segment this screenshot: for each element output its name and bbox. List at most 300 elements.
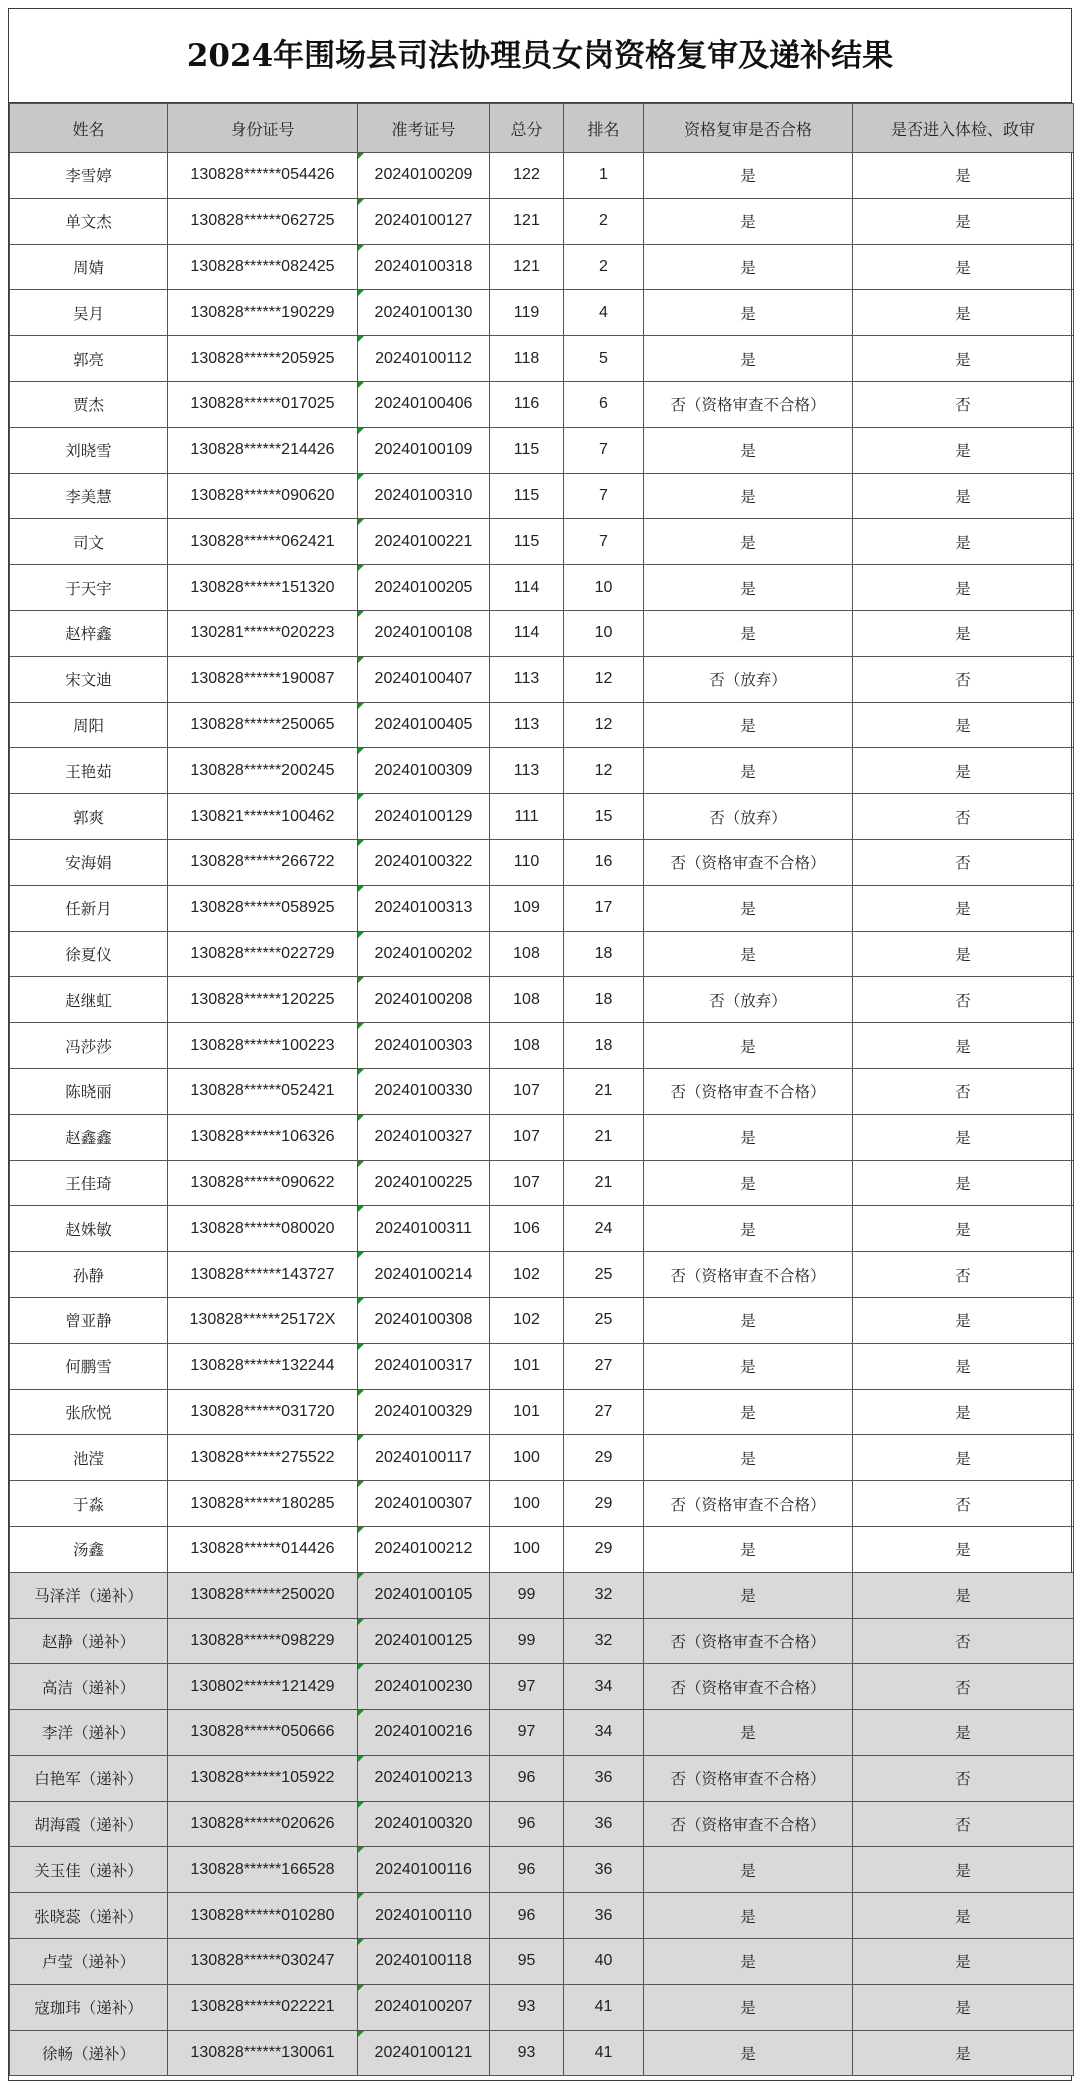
cell-advance-result: 是 (853, 610, 1074, 656)
cell-name: 赵静（递补） (10, 1618, 168, 1664)
table-row (10, 610, 1074, 656)
cell-review-result: 是 (644, 931, 853, 977)
cell-name: 陈晓丽 (10, 1068, 168, 1114)
cell-name: 司文 (10, 519, 168, 565)
cell-ticket-text: 20240100214 (374, 1265, 473, 1283)
cell-rank: 18 (564, 977, 644, 1023)
cell-advance-result: 是 (853, 1297, 1074, 1343)
cell-ticket-text: 20240100209 (374, 166, 473, 184)
results-sheet (8, 8, 1072, 2081)
cell-rank: 36 (564, 1755, 644, 1801)
column-header-review: 资格复审是否合格 (644, 104, 853, 153)
cell-name: 宋文迪 (10, 656, 168, 702)
table-row (10, 198, 1074, 244)
cell-ticket-text: 20240100108 (374, 624, 473, 642)
cell-rank: 25 (564, 1252, 644, 1298)
column-header-rank: 排名 (564, 104, 644, 153)
cell-score: 118 (490, 336, 564, 382)
cell-ticket-number (358, 244, 490, 290)
cell-ticket-number (358, 1481, 490, 1527)
cell-rank: 12 (564, 748, 644, 794)
cell-advance-result: 是 (853, 1160, 1074, 1206)
cell-advance-result: 是 (853, 748, 1074, 794)
cell-ticket-text: 20240100213 (374, 1769, 473, 1787)
cell-id-number: 130828******090622 (168, 1160, 358, 1206)
cell-score: 93 (490, 2030, 564, 2076)
cell-rank: 2 (564, 198, 644, 244)
cell-review-result: 否（资格审查不合格） (644, 1664, 853, 1710)
cell-rank: 29 (564, 1526, 644, 1572)
cell-score: 113 (490, 656, 564, 702)
cell-review-result: 是 (644, 610, 853, 656)
cell-ticket-text: 20240100230 (374, 1677, 473, 1695)
table-row (10, 1206, 1074, 1252)
cell-rank: 25 (564, 1297, 644, 1343)
column-header-name: 姓名 (10, 104, 168, 153)
cell-ticket-text: 20240100205 (374, 578, 473, 596)
table-row (10, 1526, 1074, 1572)
table-row (10, 1847, 1074, 1893)
table-row (10, 473, 1074, 519)
cell-flag-marker (358, 1893, 364, 1899)
cell-flag-marker (358, 1206, 364, 1212)
cell-ticket-text: 20240100208 (374, 990, 473, 1008)
cell-review-result: 是 (644, 1343, 853, 1389)
cell-rank: 7 (564, 427, 644, 473)
cell-ticket-number (358, 1160, 490, 1206)
cell-rank: 10 (564, 565, 644, 611)
cell-flag-marker (358, 1939, 364, 1945)
cell-ticket-number (358, 1206, 490, 1252)
cell-score: 102 (490, 1252, 564, 1298)
cell-ticket-number (358, 565, 490, 611)
cell-score: 95 (490, 1939, 564, 1985)
table-row (10, 1297, 1074, 1343)
cell-ticket-number (358, 977, 490, 1023)
cell-ticket-number (358, 519, 490, 565)
table-row (10, 656, 1074, 702)
cell-id-number: 130828******120225 (168, 977, 358, 1023)
cell-review-result: 是 (644, 473, 853, 519)
cell-advance-result: 是 (853, 1435, 1074, 1481)
cell-score: 107 (490, 1114, 564, 1160)
cell-ticket-text: 20240100110 (375, 1906, 472, 1924)
cell-review-result: 是 (644, 702, 853, 748)
cell-id-number: 130828******020626 (168, 1801, 358, 1847)
cell-ticket-number (358, 839, 490, 885)
cell-ticket-number (358, 1755, 490, 1801)
cell-ticket-text: 20240100322 (374, 853, 473, 871)
cell-rank: 15 (564, 794, 644, 840)
cell-rank: 36 (564, 1847, 644, 1893)
table-row (10, 153, 1074, 199)
cell-advance-result: 是 (853, 1206, 1074, 1252)
cell-rank: 21 (564, 1160, 644, 1206)
cell-rank: 32 (564, 1572, 644, 1618)
cell-ticket-number (358, 1023, 490, 1069)
cell-ticket-text: 20240100121 (374, 2044, 473, 2062)
cell-review-result: 否（资格审查不合格） (644, 381, 853, 427)
cell-rank: 2 (564, 244, 644, 290)
cell-ticket-number (358, 656, 490, 702)
cell-flag-marker (358, 199, 364, 205)
cell-score: 100 (490, 1526, 564, 1572)
cell-ticket-text: 20240100311 (375, 1219, 472, 1237)
cell-flag-marker (358, 245, 364, 251)
cell-id-number: 130281******020223 (168, 610, 358, 656)
cell-id-number: 130828******151320 (168, 565, 358, 611)
cell-rank: 21 (564, 1068, 644, 1114)
table-row (10, 1252, 1074, 1298)
table-row (10, 1389, 1074, 1435)
table-row (10, 290, 1074, 336)
cell-review-result: 是 (644, 336, 853, 382)
results-table (9, 103, 1074, 2076)
cell-ticket-text: 20240100317 (374, 1357, 473, 1375)
table-row (10, 1939, 1074, 1985)
cell-id-number: 130828******022729 (168, 931, 358, 977)
cell-score: 96 (490, 1801, 564, 1847)
cell-id-number: 130828******017025 (168, 381, 358, 427)
column-header-score: 总分 (490, 104, 564, 153)
cell-name: 高洁（递补） (10, 1664, 168, 1710)
cell-review-result: 是 (644, 1114, 853, 1160)
cell-id-number: 130828******205925 (168, 336, 358, 382)
cell-name: 张欣悦 (10, 1389, 168, 1435)
cell-name: 孙静 (10, 1252, 168, 1298)
cell-name: 周阳 (10, 702, 168, 748)
cell-ticket-text: 20240100313 (374, 899, 473, 917)
cell-ticket-number (358, 1068, 490, 1114)
cell-flag-marker (358, 748, 364, 754)
cell-review-result: 否（资格审查不合格） (644, 1068, 853, 1114)
cell-advance-result: 是 (853, 1114, 1074, 1160)
cell-flag-marker (358, 1023, 364, 1029)
cell-rank: 5 (564, 336, 644, 382)
cell-ticket-number (358, 702, 490, 748)
cell-id-number: 130828******100223 (168, 1023, 358, 1069)
table-row (10, 427, 1074, 473)
cell-ticket-number (358, 610, 490, 656)
cell-ticket-text: 20240100109 (374, 441, 473, 459)
cell-ticket-text: 20240100405 (374, 715, 473, 733)
cell-ticket-text: 20240100327 (374, 1128, 473, 1146)
cell-score: 115 (490, 473, 564, 519)
cell-ticket-text: 20240100105 (374, 1586, 473, 1604)
cell-review-result: 是 (644, 427, 853, 473)
cell-flag-marker (358, 1756, 364, 1762)
cell-ticket-text: 20240100318 (374, 257, 473, 275)
cell-review-result: 是 (644, 198, 853, 244)
cell-rank: 1 (564, 153, 644, 199)
table-row (10, 1893, 1074, 1939)
cell-id-number: 130828******275522 (168, 1435, 358, 1481)
table-row (10, 1710, 1074, 1756)
cell-ticket-number (358, 2030, 490, 2076)
table-row (10, 519, 1074, 565)
cell-score: 108 (490, 977, 564, 1023)
column-header-ticket: 准考证号 (358, 104, 490, 153)
cell-score: 122 (490, 153, 564, 199)
cell-id-number: 130828******050666 (168, 1710, 358, 1756)
cell-ticket-text: 20240100117 (375, 1448, 472, 1466)
cell-ticket-text: 20240100407 (374, 670, 473, 688)
cell-name: 安海娟 (10, 839, 168, 885)
cell-review-result: 是 (644, 885, 853, 931)
cell-flag-marker (358, 794, 364, 800)
cell-rank: 24 (564, 1206, 644, 1252)
cell-ticket-number (358, 931, 490, 977)
cell-flag-marker (358, 428, 364, 434)
cell-ticket-number (358, 1526, 490, 1572)
cell-id-number: 130828******058925 (168, 885, 358, 931)
cell-review-result: 是 (644, 1160, 853, 1206)
cell-id-number: 130828******105922 (168, 1755, 358, 1801)
cell-advance-result: 是 (853, 1343, 1074, 1389)
cell-review-result: 是 (644, 565, 853, 611)
cell-advance-result: 否 (853, 1481, 1074, 1527)
cell-flag-marker (358, 977, 364, 983)
cell-flag-marker (358, 1298, 364, 1304)
cell-score: 121 (490, 198, 564, 244)
cell-advance-result: 是 (853, 336, 1074, 382)
cell-advance-result: 是 (853, 153, 1074, 199)
cell-review-result: 是 (644, 1847, 853, 1893)
cell-name: 王佳琦 (10, 1160, 168, 1206)
cell-ticket-number (358, 1710, 490, 1756)
cell-ticket-number (358, 427, 490, 473)
cell-advance-result: 是 (853, 1939, 1074, 1985)
cell-advance-result: 否 (853, 1755, 1074, 1801)
cell-name: 何鹏雪 (10, 1343, 168, 1389)
cell-score: 121 (490, 244, 564, 290)
cell-id-number: 130828******250020 (168, 1572, 358, 1618)
cell-review-result: 否（放弃） (644, 977, 853, 1023)
cell-id-number: 130828******143727 (168, 1252, 358, 1298)
table-row (10, 1160, 1074, 1206)
cell-ticket-text: 20240100330 (374, 1082, 473, 1100)
cell-rank: 18 (564, 1023, 644, 1069)
cell-name: 张晓蕊（递补） (10, 1893, 168, 1939)
cell-flag-marker (358, 703, 364, 709)
cell-rank: 6 (564, 381, 644, 427)
cell-ticket-number (358, 1252, 490, 1298)
cell-ticket-text: 20240100130 (374, 303, 473, 321)
cell-review-result: 否（资格审查不合格） (644, 1481, 853, 1527)
cell-advance-result: 是 (853, 702, 1074, 748)
cell-name: 徐畅（递补） (10, 2030, 168, 2076)
cell-ticket-number (358, 1893, 490, 1939)
cell-name: 李美慧 (10, 473, 168, 519)
cell-score: 108 (490, 1023, 564, 1069)
cell-name: 于天宇 (10, 565, 168, 611)
cell-ticket-number (358, 153, 490, 199)
cell-review-result: 否（放弃） (644, 656, 853, 702)
cell-review-result: 否（资格审查不合格） (644, 1618, 853, 1664)
cell-id-number: 130828******180285 (168, 1481, 358, 1527)
cell-rank: 21 (564, 1114, 644, 1160)
cell-advance-result: 是 (853, 1847, 1074, 1893)
cell-score: 99 (490, 1572, 564, 1618)
cell-rank: 12 (564, 656, 644, 702)
cell-score: 114 (490, 565, 564, 611)
cell-ticket-text: 20240100207 (374, 1998, 473, 2016)
cell-score: 101 (490, 1389, 564, 1435)
cell-flag-marker (358, 565, 364, 571)
cell-name: 任新月 (10, 885, 168, 931)
cell-rank: 27 (564, 1389, 644, 1435)
cell-score: 115 (490, 427, 564, 473)
cell-id-number: 130828******190229 (168, 290, 358, 336)
cell-id-number: 130828******054426 (168, 153, 358, 199)
cell-ticket-text: 20240100118 (375, 1952, 472, 1970)
cell-id-number: 130828******132244 (168, 1343, 358, 1389)
table-row (10, 1435, 1074, 1481)
cell-flag-marker (358, 474, 364, 480)
column-header-id: 身份证号 (168, 104, 358, 153)
cell-advance-result: 否 (853, 839, 1074, 885)
cell-ticket-text: 20240100303 (374, 1036, 473, 1054)
cell-advance-result: 是 (853, 931, 1074, 977)
cell-rank: 41 (564, 1984, 644, 2030)
table-row (10, 1618, 1074, 1664)
cell-review-result: 是 (644, 519, 853, 565)
cell-name: 贾杰 (10, 381, 168, 427)
cell-advance-result: 否 (853, 977, 1074, 1023)
cell-ticket-number (358, 885, 490, 931)
cell-rank: 41 (564, 2030, 644, 2076)
cell-ticket-number (358, 1297, 490, 1343)
table-row (10, 977, 1074, 1023)
cell-ticket-number (358, 1435, 490, 1481)
cell-id-number: 130828******250065 (168, 702, 358, 748)
cell-ticket-number (358, 1114, 490, 1160)
cell-ticket-number (358, 381, 490, 427)
cell-name: 赵鑫鑫 (10, 1114, 168, 1160)
cell-score: 101 (490, 1343, 564, 1389)
cell-review-result: 是 (644, 153, 853, 199)
cell-ticket-text: 20240100310 (374, 486, 473, 504)
cell-flag-marker (358, 886, 364, 892)
cell-score: 100 (490, 1435, 564, 1481)
cell-ticket-number (358, 1572, 490, 1618)
cell-review-result: 是 (644, 244, 853, 290)
cell-flag-marker (358, 1344, 364, 1350)
table-row (10, 1801, 1074, 1847)
cell-rank: 16 (564, 839, 644, 885)
cell-score: 102 (490, 1297, 564, 1343)
cell-ticket-number (358, 794, 490, 840)
cell-score: 107 (490, 1160, 564, 1206)
cell-flag-marker (358, 1664, 364, 1670)
cell-advance-result: 是 (853, 244, 1074, 290)
cell-id-number: 130828******25172X (168, 1297, 358, 1343)
cell-name: 胡海霞（递补） (10, 1801, 168, 1847)
cell-id-number: 130828******166528 (168, 1847, 358, 1893)
cell-flag-marker (358, 2031, 364, 2037)
cell-ticket-text: 20240100320 (374, 1815, 473, 1833)
cell-flag-marker (358, 1481, 364, 1487)
cell-review-result: 是 (644, 748, 853, 794)
cell-flag-marker (358, 932, 364, 938)
cell-rank: 36 (564, 1801, 644, 1847)
cell-id-number: 130828******062421 (168, 519, 358, 565)
cell-score: 106 (490, 1206, 564, 1252)
cell-rank: 34 (564, 1664, 644, 1710)
cell-name: 池滢 (10, 1435, 168, 1481)
cell-ticket-number (358, 198, 490, 244)
table-row (10, 885, 1074, 931)
table-row (10, 748, 1074, 794)
cell-id-number: 130828******030247 (168, 1939, 358, 1985)
cell-review-result: 否（资格审查不合格） (644, 1252, 853, 1298)
table-row (10, 1114, 1074, 1160)
table-row (10, 1572, 1074, 1618)
cell-ticket-text: 20240100125 (374, 1631, 473, 1649)
cell-rank: 10 (564, 610, 644, 656)
table-row (10, 336, 1074, 382)
table-row (10, 794, 1074, 840)
cell-ticket-text: 20240100112 (375, 349, 472, 367)
cell-name: 李雪婷 (10, 153, 168, 199)
cell-flag-marker (358, 1847, 364, 1853)
cell-name: 赵继虹 (10, 977, 168, 1023)
table-row (10, 1664, 1074, 1710)
cell-flag-marker (358, 1390, 364, 1396)
cell-advance-result: 是 (853, 565, 1074, 611)
cell-ticket-text: 20240100225 (374, 1173, 473, 1191)
cell-flag-marker (358, 1710, 364, 1716)
cell-id-number: 130828******010280 (168, 1893, 358, 1939)
cell-flag-marker (358, 611, 364, 617)
cell-id-number: 130828******214426 (168, 427, 358, 473)
table-row (10, 244, 1074, 290)
cell-score: 96 (490, 1893, 564, 1939)
cell-advance-result: 是 (853, 1893, 1074, 1939)
cell-ticket-text: 20240100307 (374, 1494, 473, 1512)
cell-rank: 18 (564, 931, 644, 977)
cell-flag-marker (358, 1161, 364, 1167)
cell-score: 116 (490, 381, 564, 427)
cell-id-number: 130828******266722 (168, 839, 358, 885)
cell-flag-marker (358, 1985, 364, 1991)
cell-name: 周婧 (10, 244, 168, 290)
cell-ticket-number (358, 473, 490, 519)
cell-advance-result: 是 (853, 1389, 1074, 1435)
cell-flag-marker (358, 657, 364, 663)
cell-advance-result: 是 (853, 1526, 1074, 1572)
table-row (10, 1068, 1074, 1114)
cell-ticket-number (358, 1984, 490, 2030)
cell-ticket-number (358, 1343, 490, 1389)
cell-ticket-text: 20240100212 (374, 1540, 473, 1558)
cell-flag-marker (358, 840, 364, 846)
cell-advance-result: 否 (853, 1068, 1074, 1114)
cell-review-result: 是 (644, 1710, 853, 1756)
cell-ticket-text: 20240100216 (374, 1723, 473, 1741)
cell-name: 汤鑫 (10, 1526, 168, 1572)
cell-review-result: 是 (644, 1435, 853, 1481)
cell-score: 107 (490, 1068, 564, 1114)
cell-name: 曾亚静 (10, 1297, 168, 1343)
cell-score: 97 (490, 1710, 564, 1756)
cell-review-result: 否（放弃） (644, 794, 853, 840)
cell-score: 114 (490, 610, 564, 656)
cell-rank: 12 (564, 702, 644, 748)
cell-name: 于淼 (10, 1481, 168, 1527)
cell-name: 关玉佳（递补） (10, 1847, 168, 1893)
cell-id-number: 130828******106326 (168, 1114, 358, 1160)
